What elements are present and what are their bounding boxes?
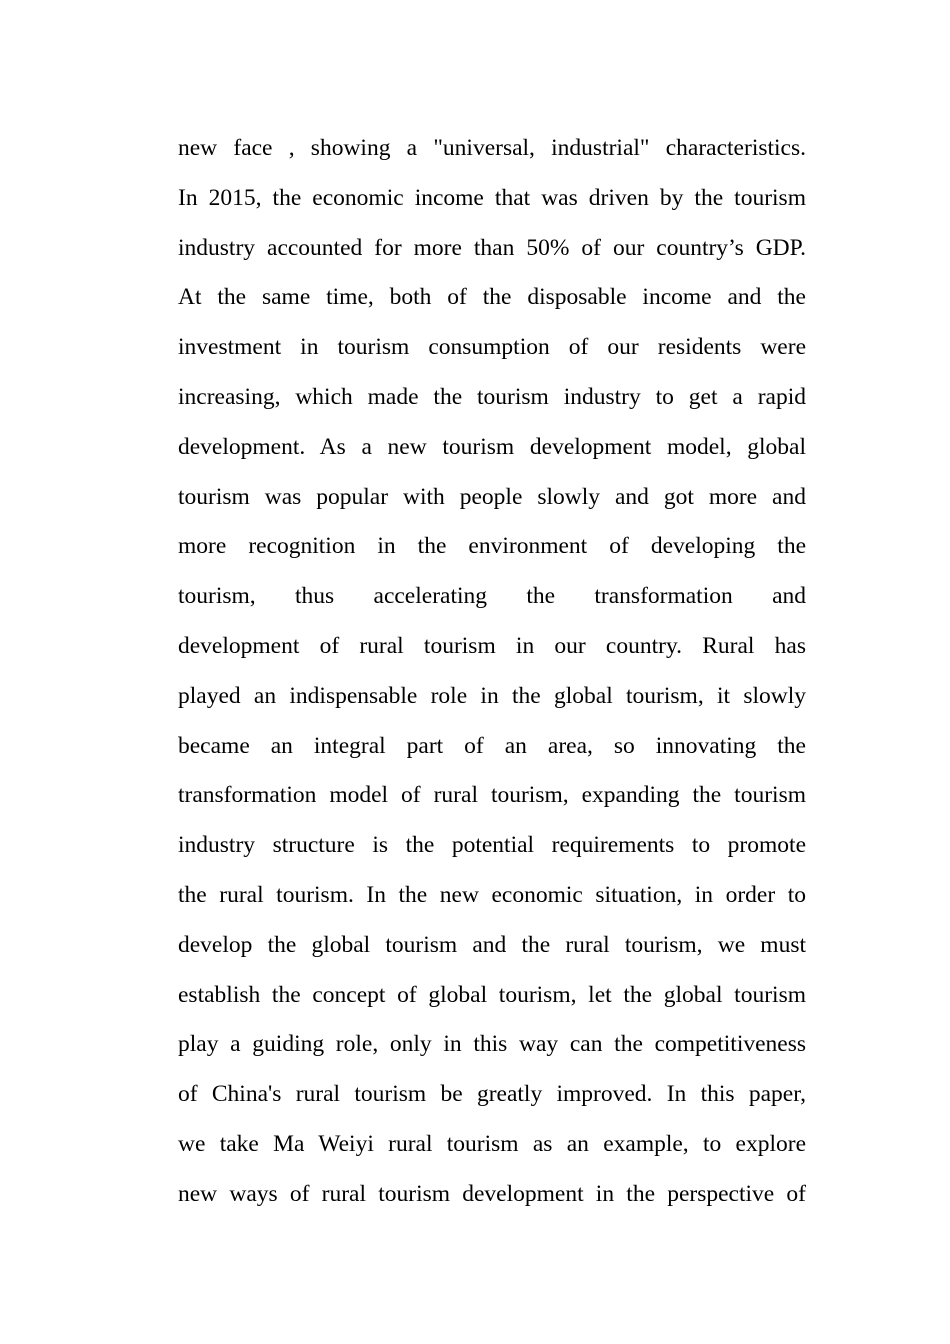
text-line: play a guiding role, only in this way can the competitiveness bbox=[178, 1031, 806, 1058]
text-line: At the same time, both of the disposable income and the bbox=[178, 284, 806, 311]
text-line: became an integral part of an area, so innovating the bbox=[178, 732, 806, 759]
text-line: industry accounted for more than 50% of our country’s GDP. bbox=[178, 234, 806, 261]
text-line: establish the concept of global tourism, let the global tourism bbox=[178, 981, 806, 1008]
text-line: tourism was popular with people slowly and got more and bbox=[178, 483, 806, 510]
text-line: played an indispensable role in the global tourism, it slowly bbox=[178, 682, 806, 709]
text-line: In 2015, the economic income that was driven by the tourism bbox=[178, 184, 806, 211]
text-line: tourism, thus accelerating the transformation and bbox=[178, 583, 806, 610]
text-line: the rural tourism. In the new economic situation, in order to bbox=[178, 881, 806, 908]
text-line: industry structure is the potential requirements to promote bbox=[178, 832, 806, 859]
body-paragraph bbox=[178, 124, 806, 1220]
text-line: we take Ma Weiyi rural tourism as an example, to explore bbox=[178, 1130, 806, 1157]
text-line: increasing, which made the tourism industry to get a rapid bbox=[178, 383, 806, 410]
text-line: develop the global tourism and the rural tourism, we must bbox=[178, 931, 806, 958]
text-line: development of rural tourism in our country. Rural has bbox=[178, 632, 806, 659]
text-line: investment in tourism consumption of our residents were bbox=[178, 334, 806, 361]
text-line: new ways of rural tourism development in the perspective of bbox=[178, 1180, 806, 1207]
text-line: transformation model of rural tourism, expanding the tourism bbox=[178, 782, 806, 809]
text-line: of China's rural tourism be greatly improved. In this paper, bbox=[178, 1081, 806, 1108]
text-line: more recognition in the environment of developing the bbox=[178, 533, 806, 560]
text-line: development. As a new tourism development model, global bbox=[178, 433, 806, 460]
text-line: new face , showing a "universal, industrial" characteristics. bbox=[178, 135, 806, 161]
